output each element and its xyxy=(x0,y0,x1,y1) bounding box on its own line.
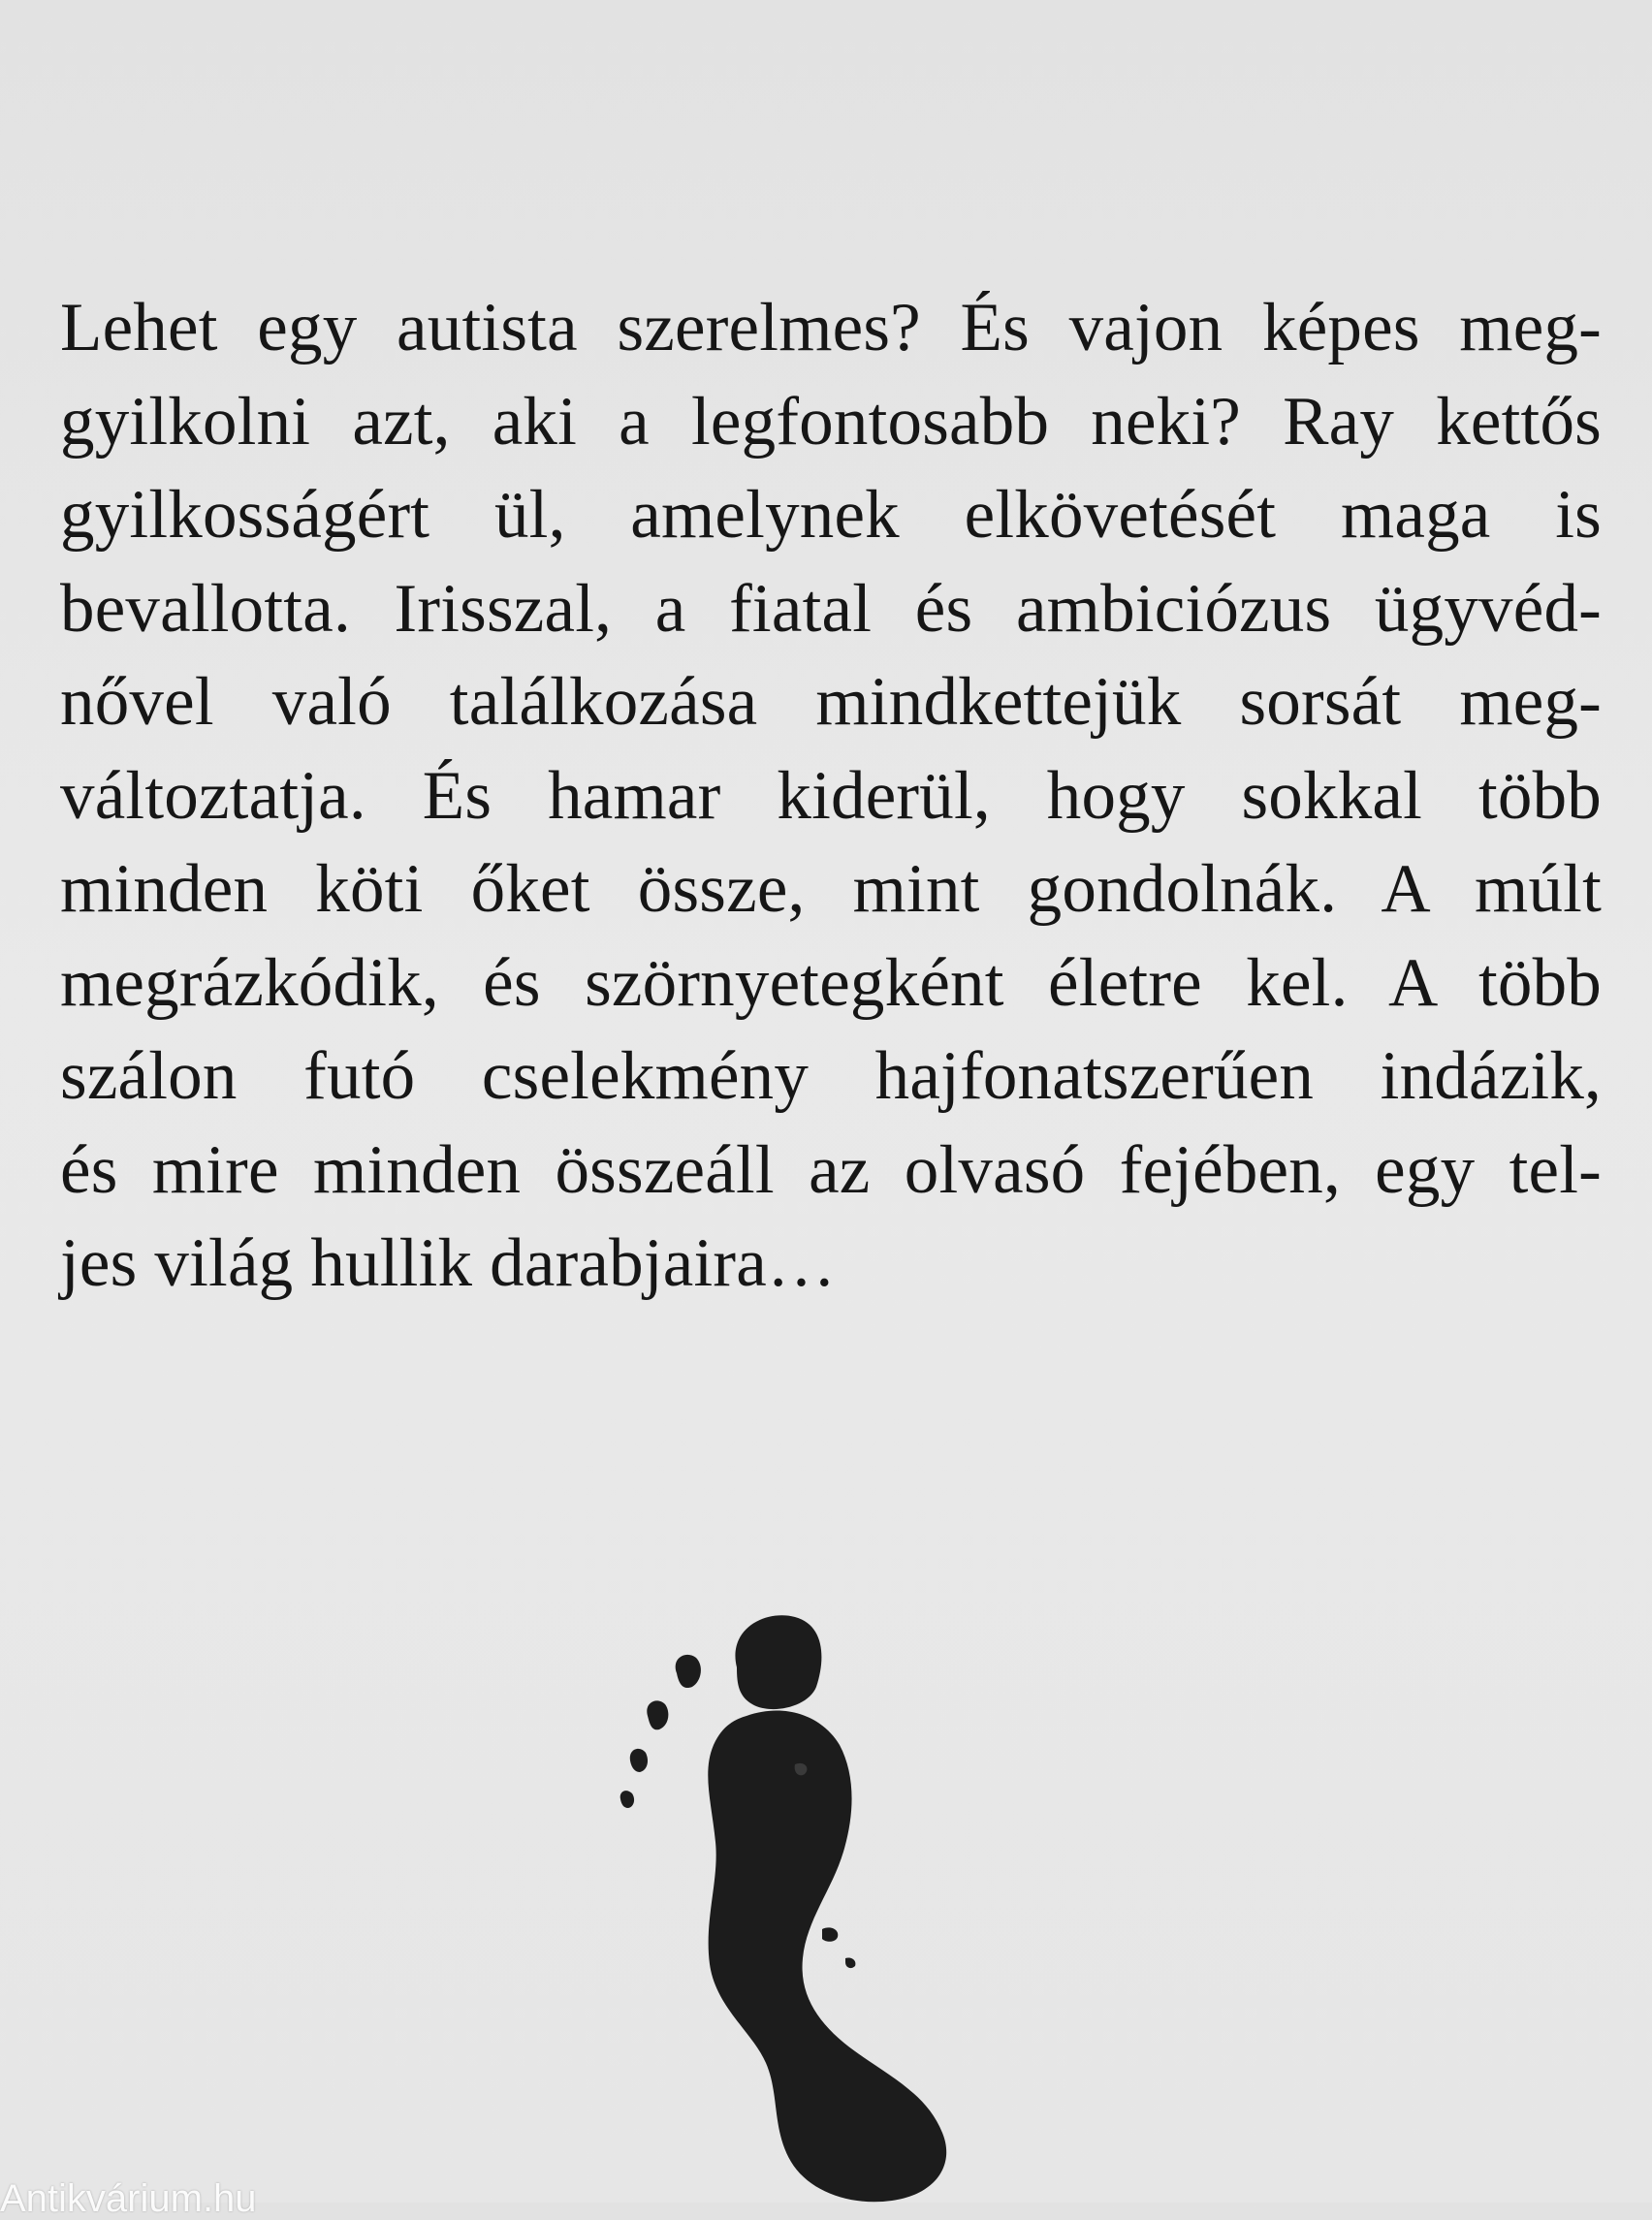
blurb-line: jes világ hullik darabjaira… xyxy=(60,1225,837,1301)
blurb-line: bevallotta. Irisszal, a fiatal és ambiciózus ügyvéd- xyxy=(60,570,1602,647)
blurb-line: szálon futó cselekmény hajfonatszerűen indázik, xyxy=(60,1038,1602,1114)
blurb-line: megrázkódik, és szörnyetegként életre kel. A több xyxy=(60,944,1602,1021)
blurb-line: gyilkosságért ül, amelynek elkövetését maga is xyxy=(60,477,1602,553)
blurb-line: változtatja. És hamar kiderül, hogy sokkal több xyxy=(60,757,1602,834)
blurb-line: gyilkolni azt, aki a legfontosabb neki? Ray kettős xyxy=(60,383,1602,460)
blurb-text xyxy=(60,281,1602,1311)
footprint-icon xyxy=(601,1609,1028,2203)
blurb-line: nővel való találkozása mindkettejük sorsát meg- xyxy=(60,664,1602,740)
blurb-line: Lehet egy autista szerelmes? És vajon képes meg- xyxy=(60,290,1602,365)
watermark: Antikvárium.hu xyxy=(0,2177,257,2220)
blurb-line: és mire minden összeáll az olvasó fejében, egy tel- xyxy=(60,1131,1602,1208)
blurb-line: minden köti őket össze, mint gondolnák. A múlt xyxy=(60,851,1602,927)
